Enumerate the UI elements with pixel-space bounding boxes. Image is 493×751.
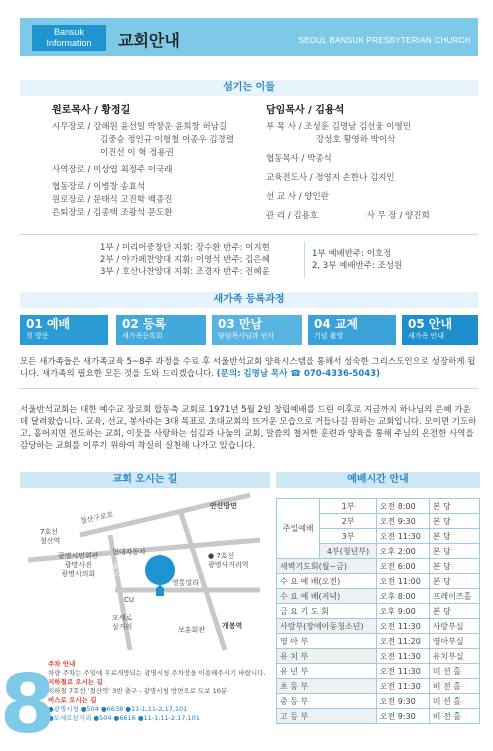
bus-text-1: ●광명시청 ●504 ●6638 ●11-1,11-2,17,101 xyxy=(48,705,188,713)
staff-left-6: 원로장로 / 문태식 고진학 백종진 xyxy=(52,195,173,205)
service-place: 사랑부실 xyxy=(429,619,479,634)
map-north-label: 안산방면 xyxy=(210,502,238,510)
staff-left-0: 원로목사 / 황정길 xyxy=(52,105,131,116)
staff-right-row6 xyxy=(266,210,430,223)
subway-heading: 지하철로 오시는 길 xyxy=(48,678,103,686)
service-place: 프레이즈홀 xyxy=(429,589,479,604)
staff-left-4: 사역장로 / 이상엽 최정주 이국래 xyxy=(52,165,173,175)
newfamily-divider xyxy=(20,388,478,389)
church-intro: 서울반석교회는 대한 예수교 장로회 합동측 교회로 1971년 5월 2일 창립예배를 드린 이후로 지금까지 하나님의 은혜 가운데 달려왔습니다. 교육, 선교, 봉사라는 3대 목표로 초대교회의 뜨거운 모습으로 거듭나길 원하는 교회입니다. 모이면 기도하고, 흩어지면 전도하는 교회, 이웃을 사랑하는 섬김과 나눔의 교회, 말씀의 철저한 훈련과 양육을 통해 주님의 온전한 사역을 감당하는 교회를 이루기 위하여 착실히 실천해 나가고 있습니다. xyxy=(20,405,477,451)
staff-right-2: 강성호 황영하 박이삭 xyxy=(316,135,396,145)
service-name: 영 아 부 xyxy=(277,634,377,649)
logo-line1: Bansuk xyxy=(53,27,85,37)
step-3 xyxy=(212,315,302,345)
map-bohoon-label: 보훈회관 xyxy=(178,626,206,634)
service-row xyxy=(277,664,480,679)
service-row xyxy=(277,574,480,589)
subway-text: 지하철 7호선 '철산역' 3번 출구 - 광명시청 방면으로 도보 10분 xyxy=(48,687,228,695)
step-5-title: 05 안내 xyxy=(408,317,453,331)
service-row xyxy=(277,709,480,724)
service-part: 1부 xyxy=(320,499,376,514)
bus-heading: 버스로 오시는 길 xyxy=(48,696,97,704)
service-name: 수 요 예 배(저녁) xyxy=(277,589,377,604)
service-part: 2부 xyxy=(320,514,376,529)
church-english-name: SEOUL BANSUK PRESBYTERIAN CHURCH xyxy=(298,36,471,45)
service-row xyxy=(277,679,480,694)
service-row xyxy=(277,589,480,604)
step-4 xyxy=(308,315,396,345)
staff-left-7: 은퇴장로 / 김종택 조광석 문도환 xyxy=(52,208,173,218)
service-name: 수 요 예 배(오전) xyxy=(277,574,377,589)
service-part: 4부(청년부) xyxy=(320,544,376,559)
step-2 xyxy=(116,315,206,345)
staff-left-2: 김중승 정인규 이형철 이종우 김경렬 xyxy=(100,135,234,145)
service-time: 오전 6:00 xyxy=(376,559,429,574)
step-5-sub: 새가족 안내 xyxy=(408,332,445,340)
map-hyundai-label: 현대자동차 xyxy=(112,548,146,556)
service-time: 오전 9:30 xyxy=(376,694,429,709)
service-row xyxy=(277,619,480,634)
choir-3: 3부 / 호산나찬양대 지휘: 조경자 반주: 전혜윤 xyxy=(100,267,270,277)
service-place: 미 션 홀 xyxy=(429,664,479,679)
page-number: 8 xyxy=(0,658,56,751)
staff-left-1: 시무장로 / 강해원 윤선일 박창운 윤희창 허남길 xyxy=(52,122,228,132)
step-4-title: 04 교제 xyxy=(314,317,359,331)
service-name: 유 년 부 xyxy=(277,664,377,679)
service-time: 오전 11:30 xyxy=(376,619,429,634)
map-gaebong-label: 개봉역 xyxy=(222,622,243,630)
step-1-sub: 첫 방문 xyxy=(26,332,49,340)
service-time: 오전 11:30 xyxy=(376,529,429,544)
service-time: 오전 11:30 xyxy=(376,664,429,679)
staff-right-5: 선 교 사 / 양인란 xyxy=(266,192,329,202)
service-time: 오후 8:00 xyxy=(376,589,429,604)
choir-list xyxy=(100,242,270,278)
bus-text-2: ●모세로삼거리 ●504 ●6616 ●11-1,11-2,17,101 xyxy=(48,714,200,722)
service-time: 오전 11:30 xyxy=(376,649,429,664)
choir-vdivider xyxy=(304,242,305,278)
service-row xyxy=(277,604,480,619)
service-place: 미 션 홀 xyxy=(429,694,479,709)
service-time: 오후 2:00 xyxy=(376,544,429,559)
accompanist-2: 2, 3부 예배반주: 조성원 xyxy=(312,261,403,271)
service-place: 유치부실 xyxy=(429,649,479,664)
service-row xyxy=(277,559,480,574)
choir-1: 1부 / 미리어중창단 지휘: 장수환 반주: 이지현 xyxy=(100,243,270,253)
step-3-title: 03 만남 xyxy=(218,317,263,331)
service-place: 본 당 xyxy=(429,559,479,574)
service-row xyxy=(277,634,480,649)
step-5 xyxy=(402,315,478,345)
service-place: 본 당 xyxy=(429,574,479,589)
staff-right-7: 사 무 장 / 양진희 xyxy=(366,211,430,221)
service-place: 본 당 xyxy=(429,604,479,619)
step-4-sub: 기념 촬영 xyxy=(314,332,344,340)
staff-right-3: 협동목사 / 박종식 xyxy=(266,154,332,164)
staff-right-4: 교육전도사 / 정영지 손한나 김지인 xyxy=(266,173,395,183)
staff-divider xyxy=(20,234,478,235)
parking-heading: 주차 안내 xyxy=(48,660,76,668)
staff-right-6: 관 리 / 김용호 xyxy=(266,211,319,221)
staff-section-title: 섬기는 이들 xyxy=(20,80,478,96)
staff-right-0: 담임목사 / 김용석 xyxy=(266,105,345,116)
service-place: 본 당 xyxy=(429,544,479,559)
staff-right xyxy=(266,104,430,223)
newfamily-section-title: 새가족 등록과정 xyxy=(20,292,478,308)
service-time: 오전 9:30 xyxy=(376,514,429,529)
service-time: 오후 9:00 xyxy=(376,604,429,619)
service-row xyxy=(277,649,480,664)
guide-parking xyxy=(48,660,265,723)
service-name: 초 등 부 xyxy=(277,679,377,694)
service-name: 주일예배 xyxy=(277,499,320,559)
staff-left-5: 협동장로 / 이병창 송효석 xyxy=(52,182,146,192)
map-church-label: 서울반석 교회 xyxy=(106,562,132,578)
staff-left-3: 이진선 이 혁 정용권 xyxy=(100,148,174,158)
parking-text: 차량 주차는 주일에 무료개방되는 광명시청 주차장을 이용해주시기 바랍니다. xyxy=(48,669,266,677)
step-2-sub: 새가족등록회 xyxy=(122,332,163,340)
choir-2: 2부 / 아가페찬양대 지휘: 이영석 반주: 김은혜 xyxy=(100,255,270,265)
service-name: 새벽기도회(월~금) xyxy=(277,559,377,574)
service-place: 본 당 xyxy=(429,529,479,544)
step-2-title: 02 등록 xyxy=(122,317,167,331)
map-cu-label: CU xyxy=(124,596,135,604)
step-1-title: 01 예배 xyxy=(26,317,71,331)
step-3-sub: 담임목사님과 인사 xyxy=(218,332,275,340)
map-line7b-label: ● 7호선 광명사거리역 xyxy=(208,552,249,569)
service-time: 오전 11:20 xyxy=(376,634,429,649)
service-place: 비 전 홀 xyxy=(429,709,479,724)
service-place: 영아부실 xyxy=(429,634,479,649)
services-title: 예배시간 안내 xyxy=(276,472,480,488)
service-name: 중 등 부 xyxy=(277,694,377,709)
newfamily-desc xyxy=(20,356,478,380)
page-title: 교회안내 xyxy=(118,31,180,50)
service-name: 유 치 부 xyxy=(277,649,377,664)
service-time: 오전 11:00 xyxy=(376,574,429,589)
map-villa-label: 영통빌라 xyxy=(172,579,200,587)
accompanist-1: 1부 예배반주: 이호정 xyxy=(312,249,392,259)
logo xyxy=(32,25,106,51)
staff-left xyxy=(52,104,234,220)
service-time: 오전 8:00 xyxy=(376,499,429,514)
newfamily-steps xyxy=(20,315,478,345)
service-name: 고 등 부 xyxy=(277,709,377,724)
logo-line2: Information xyxy=(46,38,92,48)
service-times-table xyxy=(276,498,480,724)
accompanist-list xyxy=(312,248,402,272)
newfamily-contact: (문의: 김명남 목사 ☎ 070-4336-5043) xyxy=(216,369,380,379)
service-place: 본 당 xyxy=(429,514,479,529)
map-road-label: 철산구로로 xyxy=(79,510,115,526)
map-civic-label: 광명시민회관 광명사진 광명시의회 xyxy=(58,552,99,578)
service-row xyxy=(277,694,480,709)
service-part: 3부 xyxy=(320,529,376,544)
map-modeol-label: 모세로 삼거리 xyxy=(112,614,133,631)
map-title: 교회 오시는 길 xyxy=(20,472,270,488)
service-place: 비 전 홀 xyxy=(429,679,479,694)
service-time: 오전 11:30 xyxy=(376,679,429,694)
step-1 xyxy=(20,315,108,345)
service-name: 사랑부(장애아동청소년) xyxy=(277,619,377,634)
newfamily-desc-text: 모든 새가족들은 새가족교육 5~8주 과정을 수료 후 서울반석교회 양육시스템을 통해서 성숙한 그리스도인으로 성장하게 됩니다. 새가족의 필요한 모든 것을 도와 드리겠습니다. xyxy=(20,357,476,379)
map-line7-label: 7호선 철산역 xyxy=(40,528,61,545)
service-time: 오전 9:30 xyxy=(376,709,429,724)
service-name: 금 요 기 도 회 xyxy=(277,604,377,619)
service-place: 본 당 xyxy=(429,499,479,514)
staff-right-1: 부 목 사 / 조성훈 김명남 김선웅 이영민 xyxy=(266,122,411,132)
service-row xyxy=(277,499,480,514)
